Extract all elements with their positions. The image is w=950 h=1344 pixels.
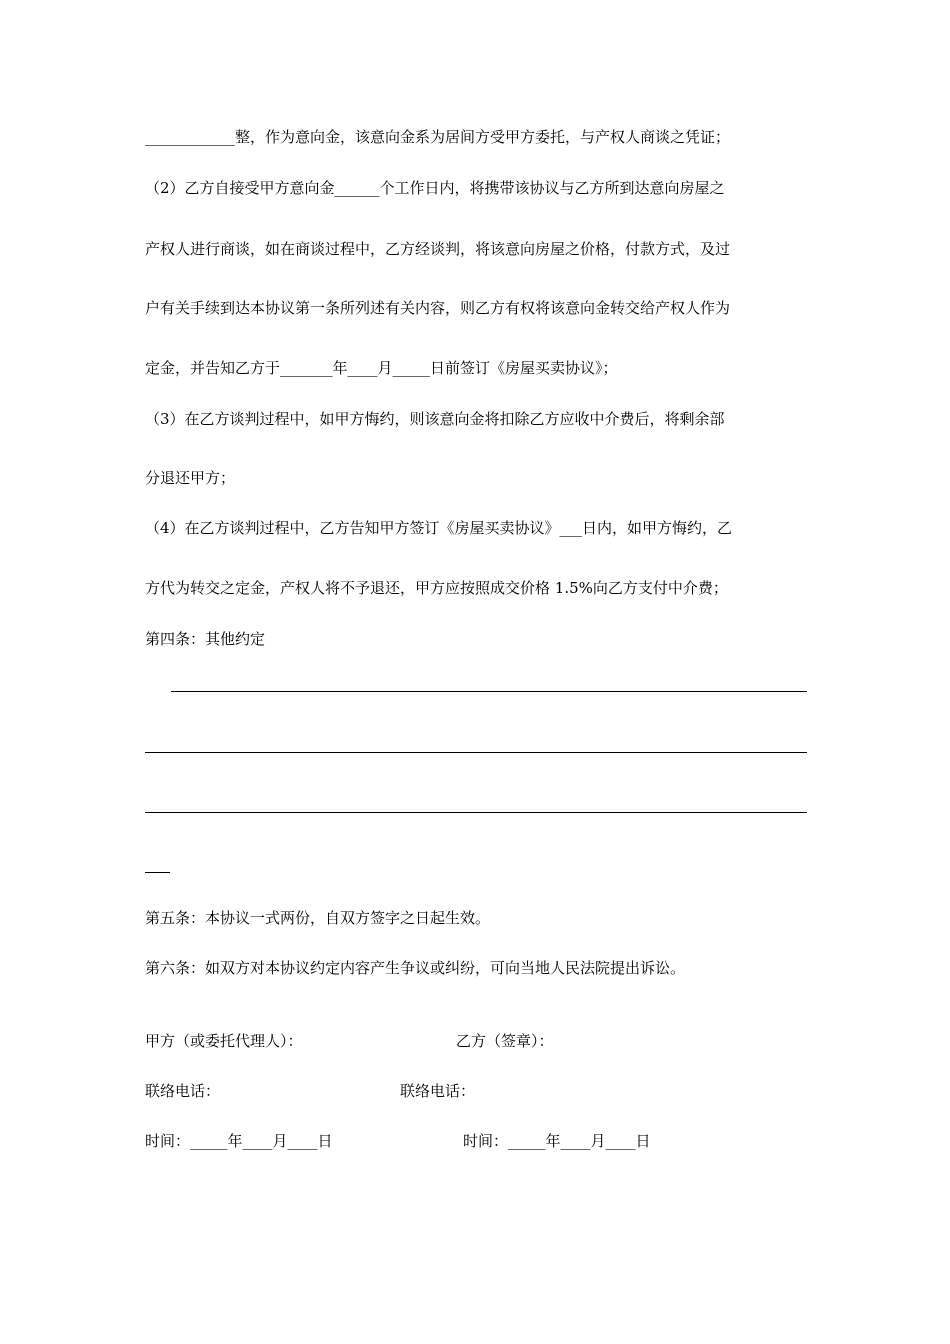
clause-3-4-line-2: 方代为转交之定金，产权人将不予退还，甲方应按照成交价格 1.5%向乙方支付中介费； xyxy=(145,579,728,597)
blank-fill-line xyxy=(145,752,807,753)
clause-3-2-line-4: 定金，并告知乙方于_______年____月_____日前签订《房屋买卖协议》； xyxy=(145,359,618,377)
clause-3-3-line-1: （3）在乙方谈判过程中，如甲方悔约，则该意向金将扣除乙方应收中介费后，将剩余部 xyxy=(145,410,725,428)
clause-3-1-continued: ____________整，作为意向金，该意向金系为居间方受甲方委托，与产权人商谈之凭证； xyxy=(145,128,731,146)
blank-fill-line xyxy=(145,872,170,873)
party-b-phone: 联络电话： xyxy=(400,1082,476,1100)
clause-3-3-line-2: 分退还甲方； xyxy=(145,469,236,487)
clause-3-2-line-1: （2）乙方自接受甲方意向金______个工作日内，将携带该协议与乙方所到达意向房屋之 xyxy=(145,179,725,197)
party-a-date: 时间：_____年____月____日 xyxy=(145,1132,333,1150)
blank-fill-line xyxy=(145,812,807,813)
clause-3-4-line-1: （4）在乙方谈判过程中，乙方告知甲方签订《房屋买卖协议》___日内，如甲方悔约，乙 xyxy=(145,519,733,537)
blank-fill-line xyxy=(171,691,807,692)
party-a-label: 甲方（或委托代理人）： xyxy=(145,1032,303,1050)
article-4-heading: 第四条：其他约定 xyxy=(145,630,266,648)
party-b-label: 乙方（签章）： xyxy=(456,1032,554,1050)
article-6: 第六条：如双方对本协议约定内容产生争议或纠纷，可向当地人民法院提出诉讼。 xyxy=(145,959,686,977)
party-b-date: 时间：_____年____月____日 xyxy=(463,1132,651,1150)
clause-3-2-line-3: 户有关手续到达本协议第一条所列述有关内容，则乙方有权将该意向金转交给产权人作为 xyxy=(145,299,731,317)
article-5: 第五条：本协议一式两份，自双方签字之日起生效。 xyxy=(145,909,491,927)
clause-3-2-line-2: 产权人进行商谈，如在商谈过程中，乙方经谈判，将该意向房屋之价格，付款方式，及过 xyxy=(145,240,731,258)
party-a-phone: 联络电话： xyxy=(145,1082,221,1100)
